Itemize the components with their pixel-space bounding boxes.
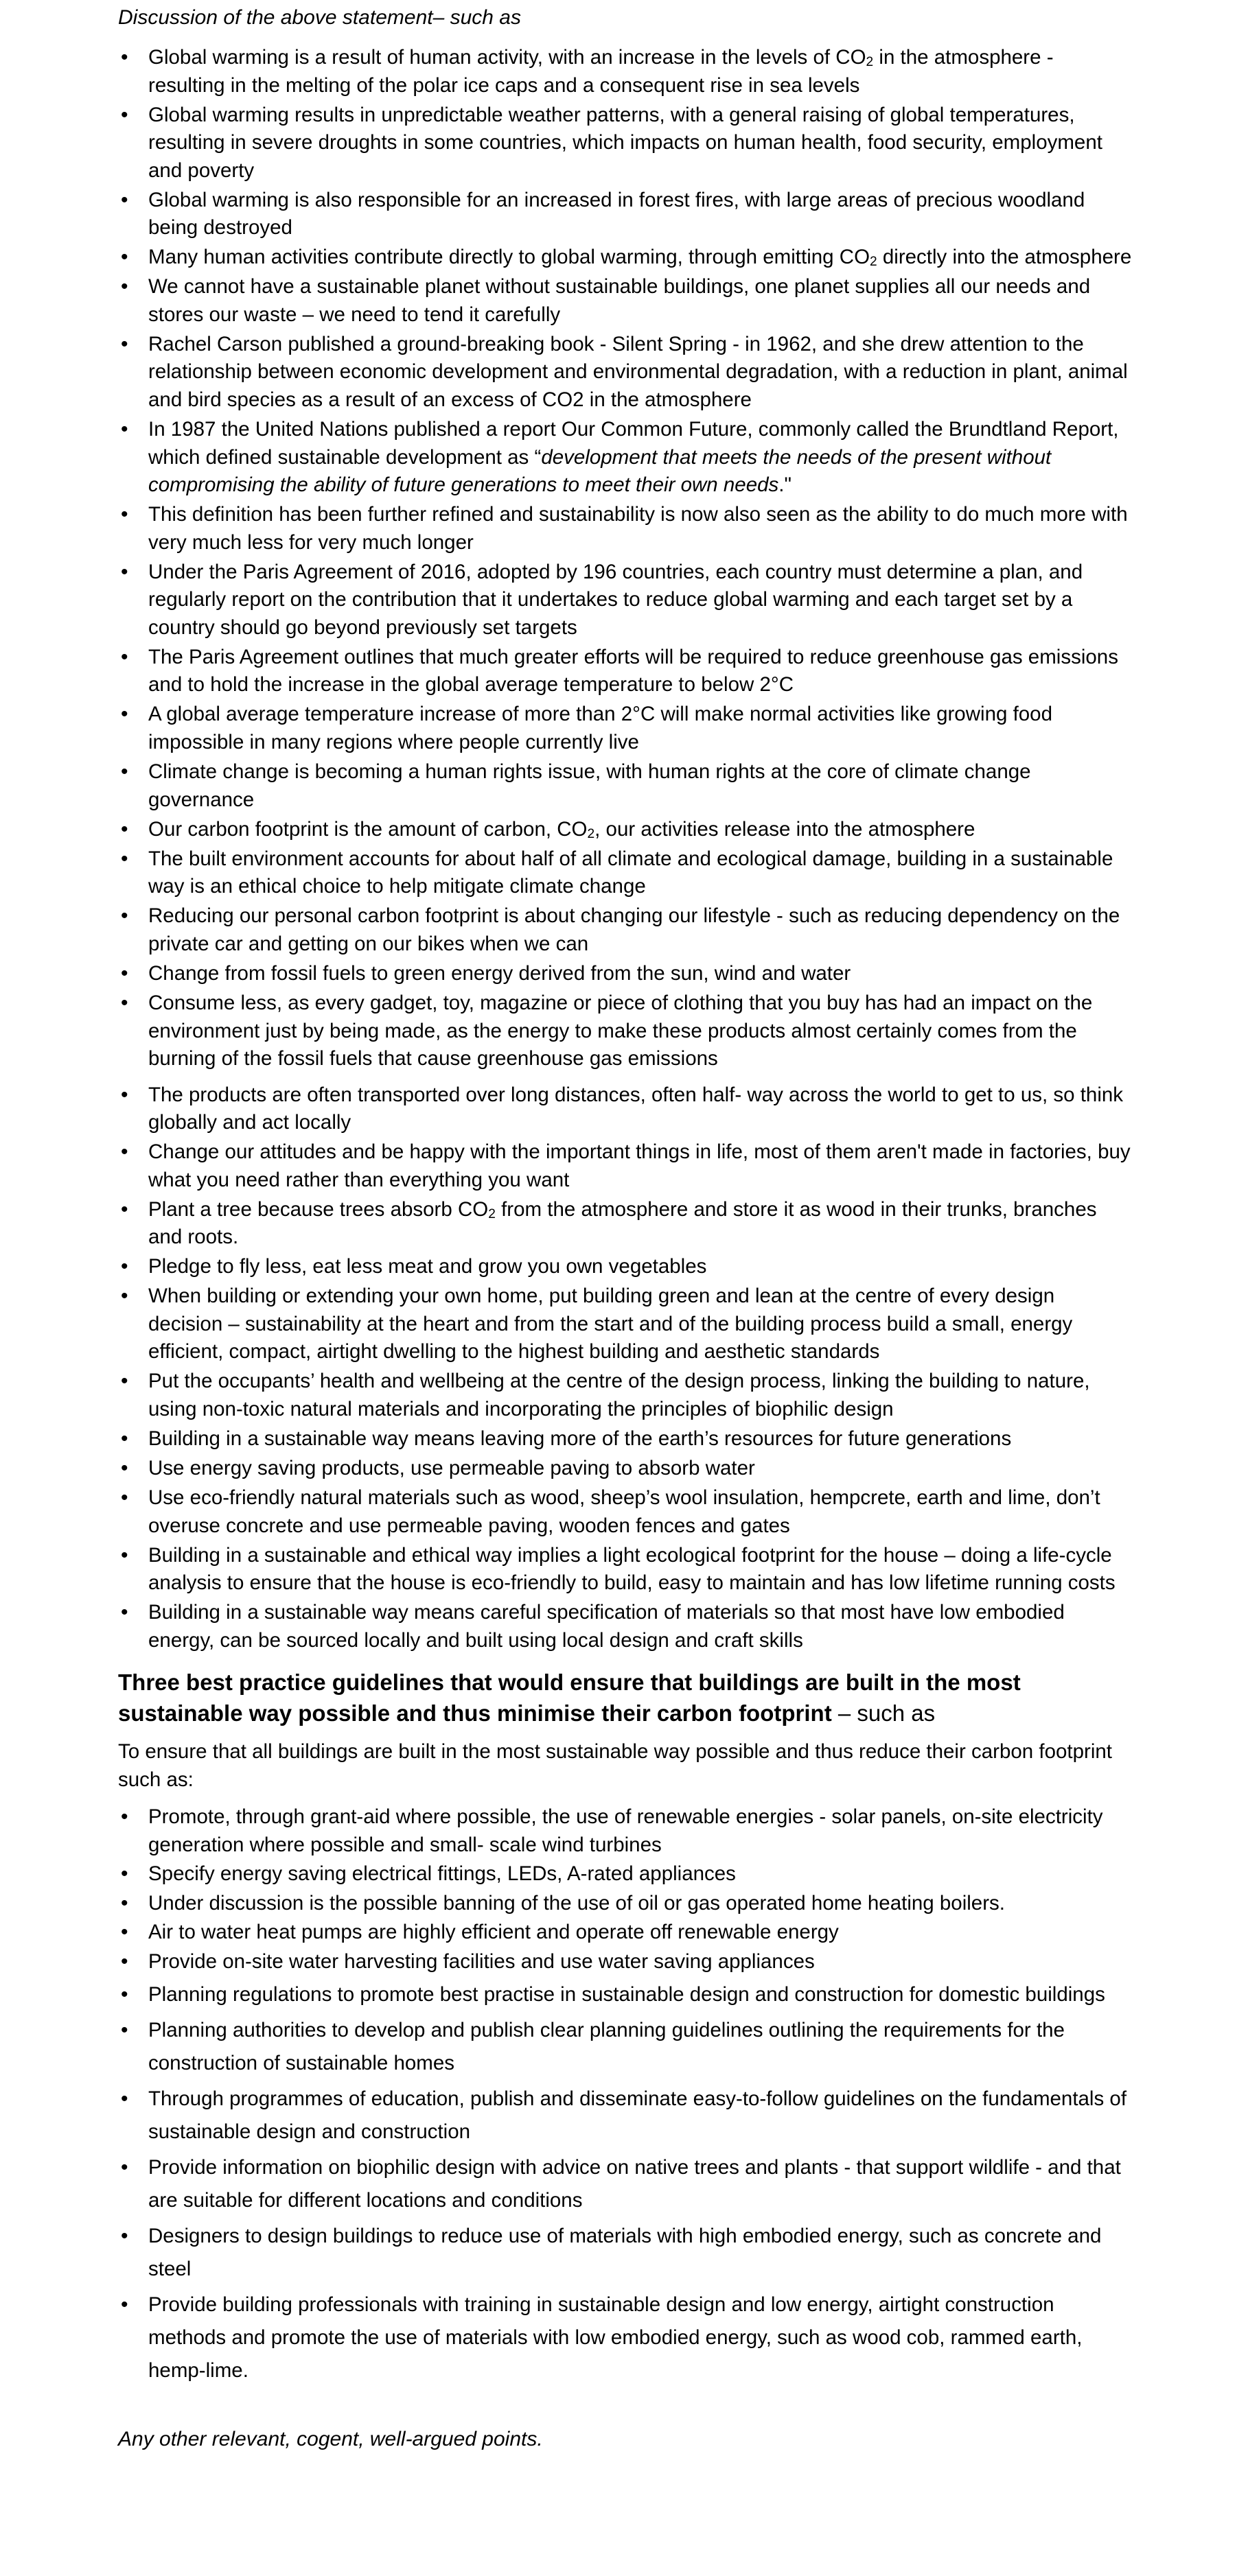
list-item-text: The Paris Agreement outlines that much greater efforts will be required to reduce greenhouse gas emissions and to hold the increase in the global average temperature to below 2°C (148, 645, 1118, 696)
list-item (118, 816, 1134, 844)
list-item-text: Air to water heat pumps are highly efficient and operate off renewable energy (148, 1921, 839, 1944)
list-item-text: A global average temperature increase of more than 2°C will make normal activities like growing food impossible in many regions where people currently live (148, 703, 1052, 753)
bullet-icon: • (121, 1255, 128, 1278)
list-item (118, 845, 1134, 901)
list-item (118, 102, 1134, 185)
bullet-icon: • (121, 1891, 128, 1915)
bullet-icon: • (121, 2019, 128, 2042)
list-item (118, 1948, 1134, 1976)
list-item (118, 244, 1134, 272)
list-item-text: Global warming is a result of human activity, with an increase in the levels of $CO_2$ in the atmosphere - resulting in the melting of the polar ice caps and a consequent rise in sea levels (148, 46, 1054, 97)
list-item (118, 187, 1134, 242)
list-item (118, 1196, 1134, 1252)
list-item-text: Plant a tree because trees absorb $CO_2$ from the atmosphere and store it as wood in their trunks, branches and roots. (148, 1197, 1097, 1249)
list-item (118, 701, 1134, 756)
list-item-text: We cannot have a sustainable planet without sustainable buildings, one planet supplies all our needs and stores our waste – we need to tend it carefully (148, 275, 1091, 326)
list-item (118, 1542, 1134, 1597)
discussion-list (118, 44, 1134, 1654)
list-item-text: Change from fossil fuels to green energy derived from the sun, wind and water (148, 961, 851, 985)
list-item (118, 758, 1134, 814)
bullet-icon: • (121, 1949, 128, 1973)
list-item-text: Many human activities contribute directly to global warming, through emitting $CO_2$ directly into the atmosphere (148, 246, 1132, 270)
bullet-icon: • (121, 760, 128, 784)
list-item (118, 1283, 1134, 1366)
list-item-text: Put the occupants’ health and wellbeing at the centre of the design process, linking the building to nature, using non-toxic natural materials and incorporating the principles of biophilic design (148, 1370, 1090, 1420)
list-item-text: Use energy saving products, use permeable paving to absorb water (148, 1457, 755, 1480)
list-item-text: Under discussion is the possible banning of the use of oil or gas operated home heating boilers. (148, 1891, 1005, 1915)
bullet-icon: • (121, 275, 128, 298)
list-item-text: Under the Paris Agreement of 2016, adopted by 196 countries, each country must determine a plan, and regularly report on the contribution that it undertakes to reduce global warming and each target set by a country should go beyond previously set targets (148, 560, 1083, 639)
list-item-text: Our carbon footprint is the amount of carbon, $CO_2$, our activities release into the atmosphere (148, 817, 975, 841)
bullet-icon: • (121, 46, 128, 69)
list-item-text: When building or extending your own home, put building green and lean at the centre of every design decision – sustainability at the heart and from the start and of the building process build a small, energy efficient, compact, airtight dwelling to the highest building and aesthetic standards (148, 1285, 1073, 1363)
bullet-icon: • (121, 1140, 128, 1164)
list-item-text: Planning authorities to develop and publish clear planning guidelines outlining the requirements for the construction of sustainable homes (148, 2019, 1065, 2075)
list-item (118, 1368, 1134, 1423)
section-heading (118, 1667, 1134, 1729)
list-item (118, 416, 1134, 500)
list-item (118, 1455, 1134, 1483)
bullet-icon: • (121, 1805, 128, 1829)
bullet-icon: • (121, 332, 128, 355)
list-item-text: Provide building professionals with training in sustainable design and low energy, airtight construction methods and promote the use of materials with low embodied energy, such as wood cob, rammed earth, hemp-lime. (148, 2293, 1083, 2382)
list-item (118, 1860, 1134, 1888)
list-item (118, 1599, 1134, 1654)
bullet-icon: • (121, 645, 128, 668)
bullet-icon: • (121, 560, 128, 583)
bullet-icon: • (121, 992, 128, 1014)
bullet-icon: • (121, 1427, 128, 1451)
bullet-icon: • (121, 703, 128, 726)
list-item-text: Provide information on biophilic design with advice on native trees and plants - that support wildlife - and that are suitable for different locations and conditions (148, 2156, 1121, 2212)
list-item-text: Specify energy saving electrical fittings, LEDs, A-rated appliances (148, 1862, 736, 1886)
bullet-icon: • (121, 1285, 128, 1308)
list-item (118, 2014, 1134, 2080)
list-item (118, 2151, 1134, 2217)
bullet-icon: • (121, 503, 128, 526)
list-item (118, 1138, 1134, 1194)
list-item-text: Building in a sustainable way means leaving more of the earth’s resources for future generations (148, 1427, 1012, 1451)
bullet-icon: • (121, 103, 128, 126)
list-item-text: Use eco-friendly natural materials such as wood, sheep’s wool insulation, hempcrete, earth and lime, don’t overuse concrete and use permeable paving, wooden fences and gates (148, 1486, 1100, 1537)
list-item (118, 559, 1134, 642)
bullet-icon: • (121, 418, 128, 441)
list-item-text: The products are often transported over long distances, often half- way across the world to get to us, so think globally and act locally (148, 1083, 1124, 1134)
bullet-icon: • (121, 2293, 128, 2317)
bullet-icon: • (121, 1983, 128, 2006)
list-item (118, 2083, 1134, 2148)
list-item (118, 1978, 1134, 2011)
list-item (118, 990, 1134, 1073)
list-item-text: Promote, through grant-aid where possible, the use of renewable energies - solar panels, on-site electricity generation where possible and small- scale wind turbines (148, 1805, 1103, 1856)
list-item (118, 1253, 1134, 1281)
list-item (118, 273, 1134, 329)
list-item-text: Global warming results in unpredictable weather patterns, with a general raising of global temperatures, resulting in severe droughts in some countries, which impacts on human health, food security, employment and poverty (148, 103, 1102, 182)
bullet-icon: • (121, 817, 128, 841)
document-page (118, 0, 1134, 2453)
list-item-text: Consume less, as every gadget, toy, magazine or piece of clothing that you buy has had an impact on the environment just by being made, as the energy to make these products almost certainly comes from the burning of the fossil fuels that cause greenhouse gas emissions (148, 992, 1093, 1070)
list-item-text: In 1987 the United Nations published a report Our Common Future, commonly called the Brundtland Report, which defined sustainable development as “development that meets the needs of the present without compromising the ability of future generations to meet their own needs." (148, 418, 1119, 497)
bullet-icon: • (121, 1457, 128, 1480)
list-item-text: Reducing our personal carbon footprint is about changing our lifestyle - such as reducing dependency on the private car and getting on our bikes when we can (148, 904, 1120, 955)
bullet-icon: • (121, 1370, 128, 1393)
list-item-text: Building in a sustainable way means careful specification of materials so that most have low embodied energy, can be sourced locally and built using local design and craft skills (148, 1601, 1065, 1652)
list-item (118, 902, 1134, 958)
bullet-icon: • (121, 2087, 128, 2111)
list-item-text: Planning regulations to promote best practise in sustainable design and construction for domestic buildings (148, 1983, 1105, 2006)
list-item (118, 960, 1134, 988)
bullet-icon: • (121, 188, 128, 211)
list-item-text: Pledge to fly less, eat less meat and grow you own vegetables (148, 1255, 707, 1278)
bullet-icon: • (121, 847, 128, 870)
list-item (118, 1803, 1134, 1859)
list-item (118, 1081, 1134, 1137)
bullet-icon: • (121, 246, 128, 269)
list-item (118, 44, 1134, 99)
guidelines-list (118, 1803, 1134, 2387)
bullet-icon: • (121, 1862, 128, 1886)
section-heading-bold: Three best practice guidelines that would ensure that buildings are built in the most sustainable way possible and thus minimise their carbon footprint (118, 1670, 1021, 1726)
bullet-icon: • (121, 961, 128, 985)
bullet-icon: • (121, 1921, 128, 1944)
list-item (118, 2288, 1134, 2387)
bullet-icon: • (121, 2156, 128, 2179)
section-heading-suffix: – such as (831, 1700, 936, 1726)
list-item (118, 501, 1134, 557)
list-item (118, 2220, 1134, 2286)
list-item (118, 1425, 1134, 1453)
section-intro-paragraph: To ensure that all buildings are built in the most sustainable way possible and thus reduce their carbon footprint such as: (118, 1740, 1112, 1791)
bullet-icon: • (121, 1543, 128, 1567)
list-item-text: Through programmes of education, publish and disseminate easy-to-follow guidelines on the fundamentals of sustainable design and construction (148, 2087, 1127, 2144)
list-item (118, 644, 1134, 699)
list-item-text: Provide on-site water harvesting facilities and use water saving appliances (148, 1949, 815, 1973)
list-item-text: Designers to design buildings to reduce use of materials with high embodied energy, such as concrete and steel (148, 2225, 1102, 2281)
list-item-text: This definition has been further refined and sustainability is now also seen as the ability to do much more with very much less for very much longer (148, 503, 1128, 554)
bullet-icon: • (121, 1197, 128, 1221)
bullet-icon: • (121, 2225, 128, 2248)
list-item (118, 1919, 1134, 1947)
outro-text: Any other relevant, cogent, well-argued points. (118, 2428, 543, 2451)
bullet-icon: • (121, 1083, 128, 1106)
list-item (118, 331, 1134, 414)
bullet-icon: • (121, 1486, 128, 1510)
list-item-text: Change our attitudes and be happy with the important things in life, most of them aren't made in factories, buy what you need rather than everything you want (148, 1140, 1131, 1191)
list-item-text: Building in a sustainable and ethical way implies a light ecological footprint for the house – doing a life-cycle analysis to ensure that the house is eco-friendly to build, easy to maintain and has low lifetime running costs (148, 1543, 1116, 1595)
list-item-text: Climate change is becoming a human rights issue, with human rights at the core of climate change governance (148, 760, 1031, 811)
list-item-text: Rachel Carson published a ground-breaking book - Silent Spring - in 1962, and she drew attention to the relationship between economic development and environmental degradation, with a reduction in plant, animal and bird species as a result of an excess of CO2 in the atmosphere (148, 332, 1128, 411)
list-item-text: Global warming is also responsible for an increased in forest fires, with large areas of precious woodland being destroyed (148, 188, 1085, 239)
list-item-text: The built environment accounts for about half of all climate and ecological damage, building in a sustainable way is an ethical choice to help mitigate climate change (148, 847, 1113, 898)
list-item (118, 1484, 1134, 1540)
list-item (118, 1890, 1134, 1918)
intro-text: Discussion of the above statement– such as (118, 6, 521, 29)
bullet-icon: • (121, 1601, 128, 1624)
bullet-icon: • (121, 904, 128, 928)
